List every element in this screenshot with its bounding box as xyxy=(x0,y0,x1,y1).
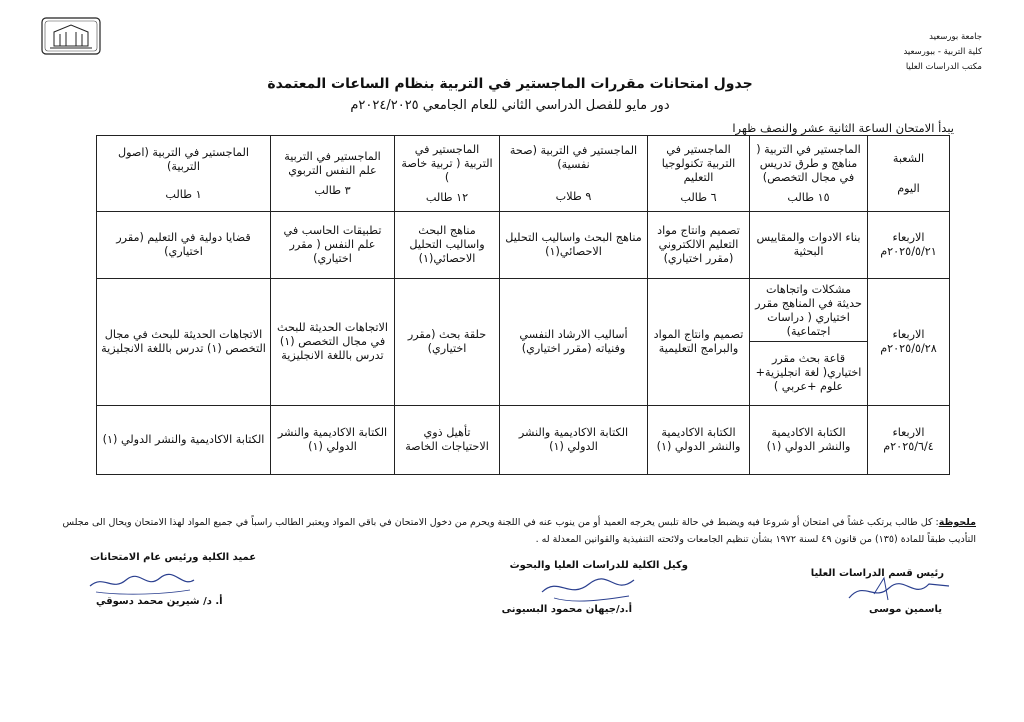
exam-cell: تأهيل ذوي الاحتياجات الخاصة xyxy=(395,406,500,475)
exam-cell: قاعة بحث مقرر اختياري( لغة انجليزية+ علوم +عربي ) xyxy=(755,351,862,393)
university-header xyxy=(903,30,982,75)
column-header xyxy=(97,136,271,212)
exam-cell: بناء الادوات والمقاييس البحثية xyxy=(750,212,868,279)
student-count: ٣ طالب xyxy=(314,183,351,197)
vice-dean-name: أ.د/جيهان محمود البسيونى xyxy=(501,604,632,615)
student-count: ١٢ طالب xyxy=(425,190,469,204)
column-header xyxy=(500,136,648,212)
exam-cell: أساليب الارشاد النفسي وفنياته (مقرر اختياري) xyxy=(500,279,648,406)
day-cell: الاربعاء ٢٠٢٥/٦/٤م xyxy=(868,406,950,475)
exam-cell: تطبيقات الحاسب في علم النفس ( مقرر اختياري) xyxy=(271,212,395,279)
student-count: ٦ طالب xyxy=(680,190,717,204)
exam-cell: الكتابة الاكاديمية والنشر الدولي (١) xyxy=(97,406,271,475)
column-header xyxy=(750,136,868,212)
column-name: الماجستير في التربية ( مناهج و طرق تدريس في مجال التخصص) xyxy=(756,142,861,184)
corner-top: الشعبة xyxy=(892,151,925,165)
exam-cell: قضايا دولية في التعليم (مقرر اختياري) xyxy=(97,212,271,279)
exam-cell: الكتابة الاكاديمية والنشر الدولي (١) xyxy=(271,406,395,475)
student-count: ٩ طلاب xyxy=(555,189,592,203)
university-logo-icon xyxy=(40,16,102,56)
note-text: : كل طالب يرتكب غشاً في امتحان أو شروعا فيه ويضبط في حالة تلبس يخرجه العميد أو من ينوب عنه في اللجنة ويحرم من دخول الامتحان في باقي المواد ويعتبر الطالب راسباً في جميع المواد لهذا الامتحان ويحال الى مجلس التأديب طبقاً للمادة (١٣٥) من قانون ٤٩ لسنة ١٩٧٢ بشأن تنظيم الجامعات ولائحته التنفيذية والقوانين المعدلة له . xyxy=(62,517,976,545)
column-header xyxy=(648,136,750,212)
table-header-row xyxy=(97,136,950,212)
exam-schedule-table xyxy=(96,135,950,475)
column-header xyxy=(271,136,395,212)
student-count: ١٥ طالب xyxy=(787,190,830,204)
column-name: الماجستير في التربية ( تربية خاصة ) xyxy=(401,142,493,184)
page-title: جدول امتحانات مقررات الماجستير في التربية بنظام الساعات المعتمدة xyxy=(267,76,753,92)
faculty-name: كلية التربية - ببورسعيد xyxy=(903,47,982,57)
student-count: ١ طالب xyxy=(165,187,202,201)
column-name: الماجستير في التربية علم النفس التربوي xyxy=(284,149,381,177)
exam-cell: الاتجاهات الحديثة للبحث في مجال التخصص (١) تدرس باللغة الانجليزية xyxy=(271,279,395,406)
exam-cell: الكتابة الاكاديمية والنشر الدولي (١) xyxy=(648,406,750,475)
vice-dean-signature xyxy=(534,570,644,608)
corner-bottom: اليوم xyxy=(897,181,920,195)
table-row xyxy=(97,279,950,406)
exam-cell: الكتابة الاكاديمية والنشر الدولي (١) xyxy=(750,406,868,475)
column-header xyxy=(395,136,500,212)
office-name: مكتب الدراسات العليا xyxy=(905,62,982,72)
exam-cell-split xyxy=(750,279,868,406)
column-name: الماجستير في التربية (صحة نفسية) xyxy=(509,143,638,171)
discipline-note xyxy=(36,514,976,548)
exam-cell: تصميم وانتاج مواد التعليم الالكتروني (مقرر اختياري) xyxy=(648,212,750,279)
page-subtitle: دور مايو للفصل الدراسي الثاني للعام الجامعي ٢٠٢٤/٢٠٢٥م xyxy=(350,98,670,113)
dean-signature xyxy=(86,568,198,598)
column-name: الماجستير في التربية تكنولوجيا التعليم xyxy=(661,142,736,184)
exam-cell: تصميم وانتاج المواد والبرامج التعليمية xyxy=(648,279,750,406)
dept-head-name: ياسمين موسى xyxy=(868,604,942,615)
day-cell: الاربعاء ٢٠٢٥/٥/٢٨م xyxy=(868,279,950,406)
dean-name: أ. د/ شيرين محمد دسوقي xyxy=(96,596,223,607)
dept-head-title: رئيس قسم الدراسات العليا xyxy=(810,568,944,579)
day-cell: الاربعاء ٢٠٢٥/٥/٢١م xyxy=(868,212,950,279)
vice-dean-title: وكيل الكلية للدراسات العليا والبحوث xyxy=(509,560,688,571)
table-row xyxy=(97,212,950,279)
corner-cell xyxy=(868,136,950,212)
dean-title: عميد الكلية ورئيس عام الامتحانات xyxy=(90,552,257,563)
exam-cell: الاتجاهات الحديثة للبحث في مجال التخصص (١) تدرس باللغة الانجليزية xyxy=(97,279,271,406)
exam-cell: مشكلات واتجاهات حديثة في المناهج مقرر اختياري ( دراسات اجتماعية) xyxy=(750,281,867,342)
exam-cell: الكتابة الاكاديمية والنشر الدولي (١) xyxy=(500,406,648,475)
exam-cell: مناهج البحث واساليب التحليل الاحصائي(١) xyxy=(500,212,648,279)
exam-cell: حلقة بحث (مقرر اختياري) xyxy=(395,279,500,406)
university-name: جامعة بورسعيد xyxy=(929,32,982,42)
column-name: الماجستير في التربية (اصول التربية) xyxy=(118,145,249,173)
table-row xyxy=(97,406,950,475)
start-time-note: يبدأ الامتحان الساعة الثانية عشر والنصف ظهرا xyxy=(732,121,954,135)
exam-cell: مناهج البحث واساليب التحليل الاحصائي(١) xyxy=(395,212,500,279)
note-label: ملحوظة xyxy=(938,517,976,528)
